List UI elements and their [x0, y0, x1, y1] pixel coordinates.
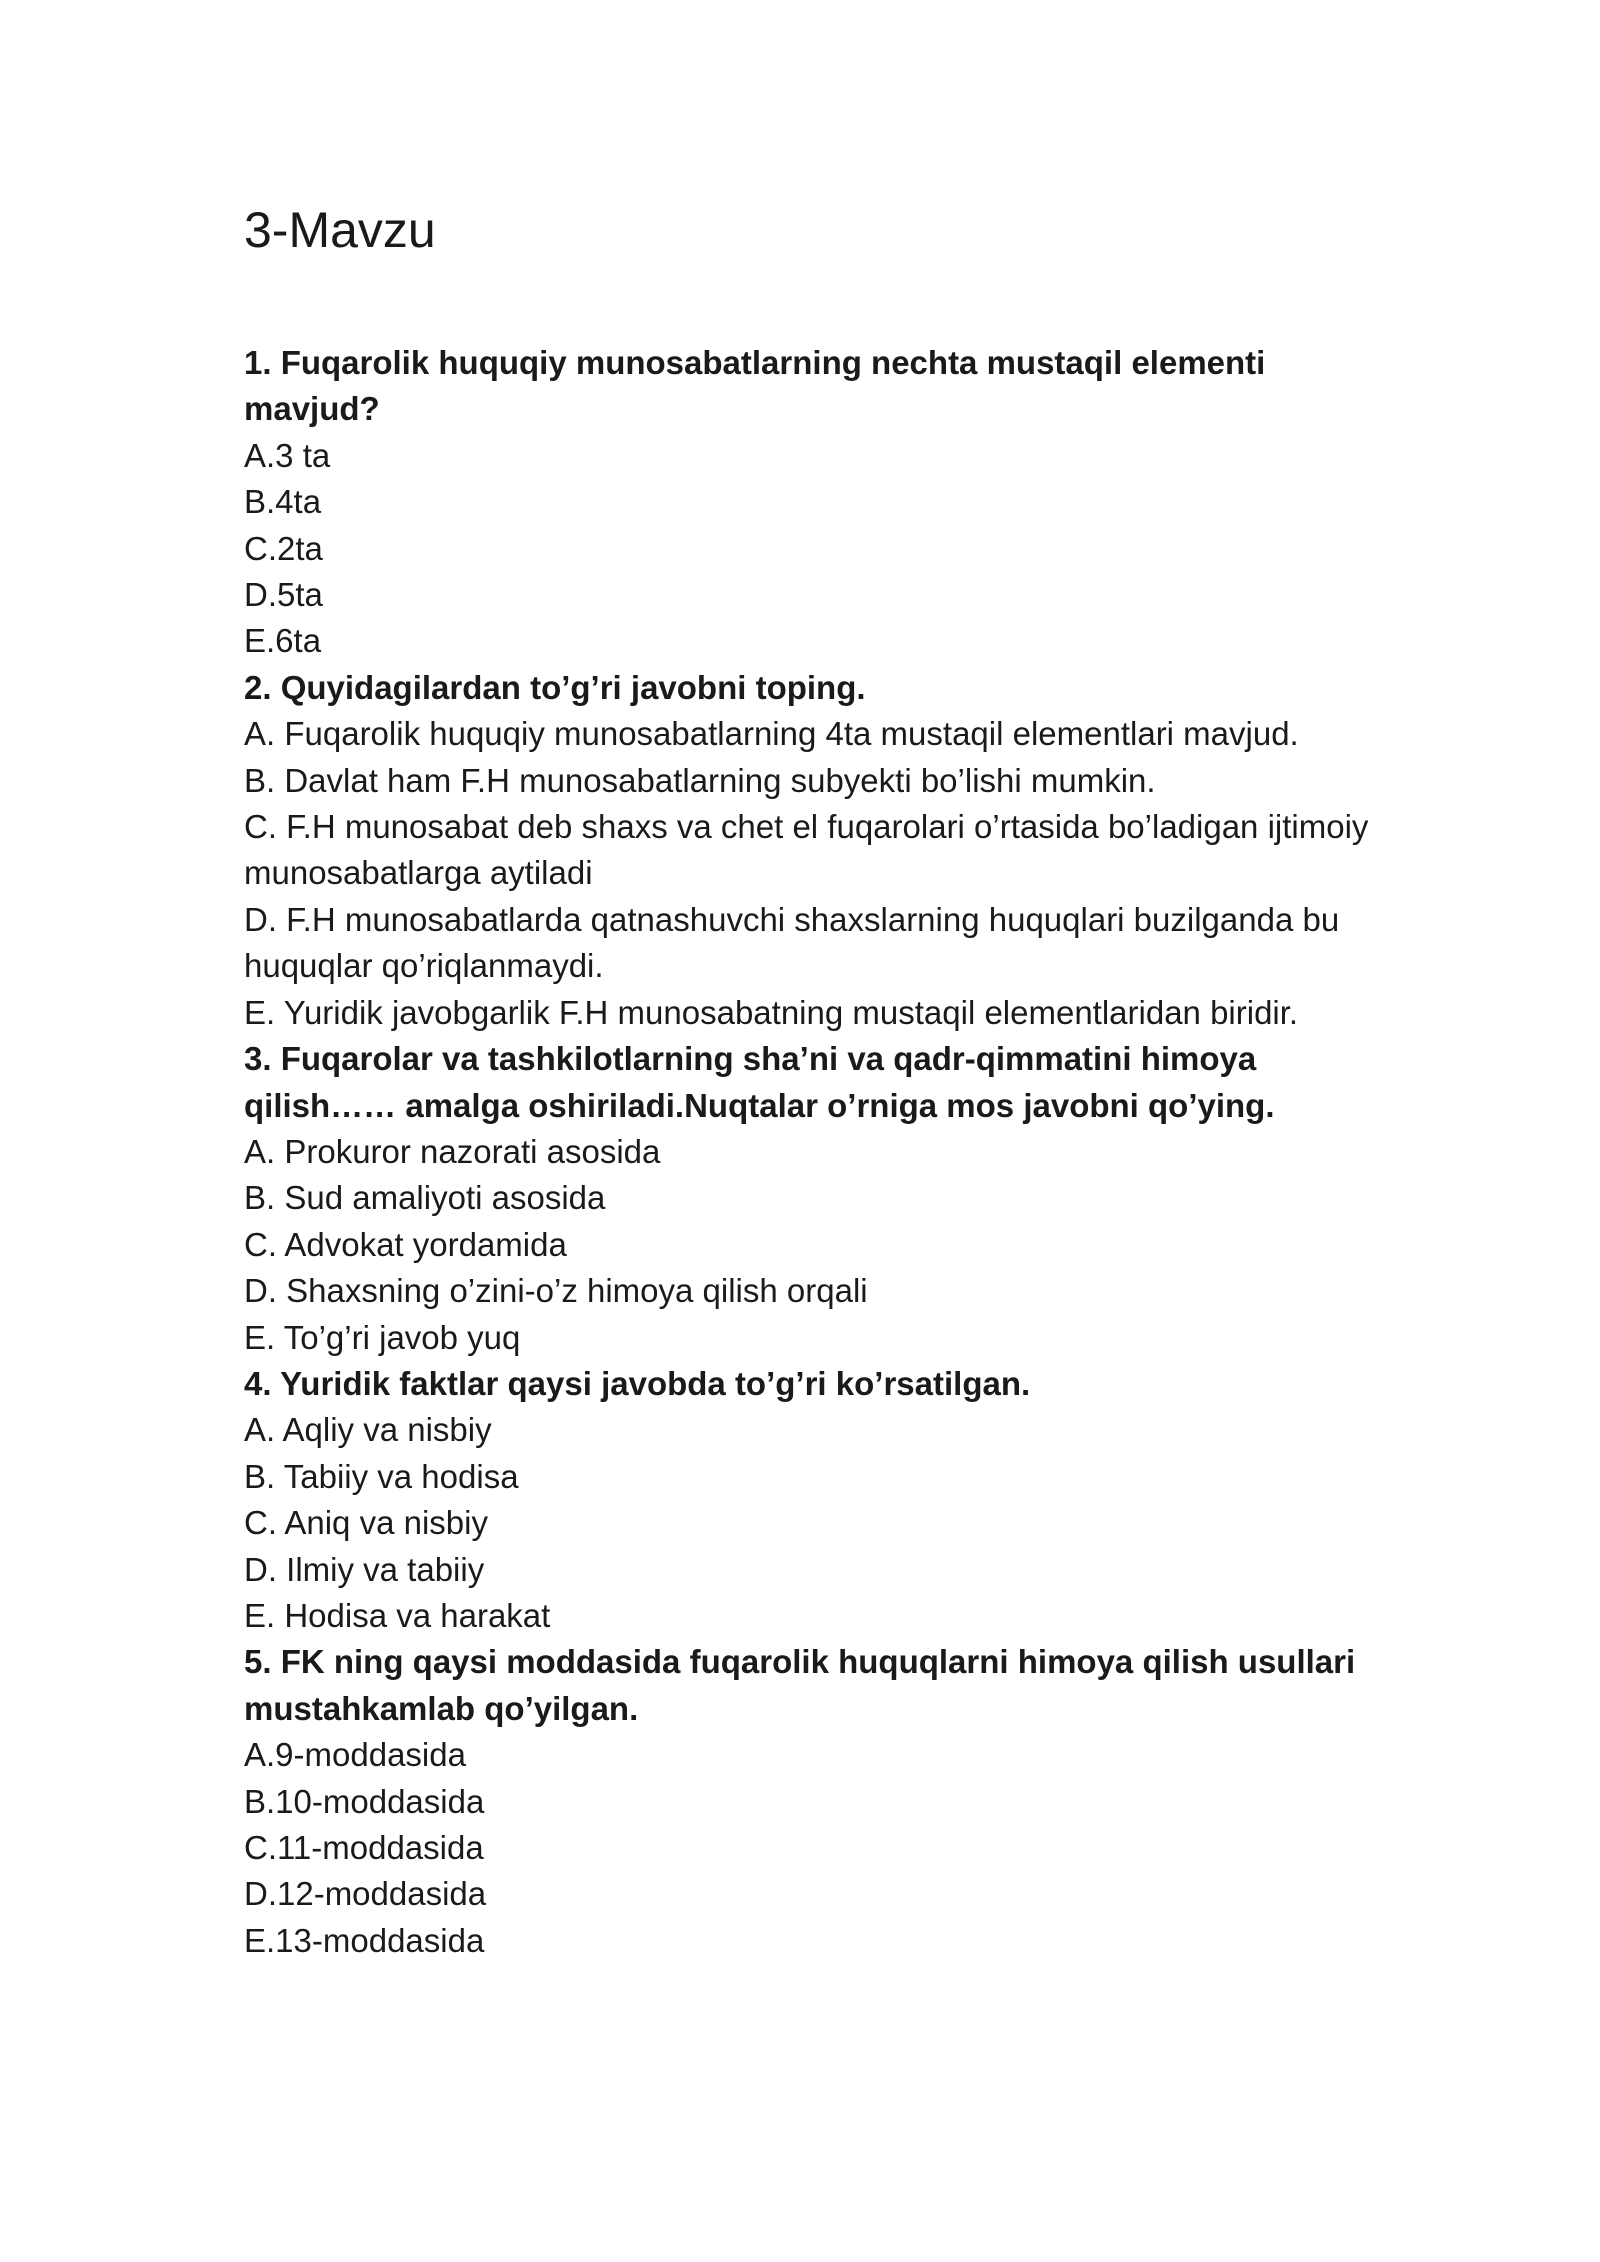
document-page: [244, 196, 1374, 1964]
question-text: 2. Quyidagilardan to’g’ri javobni toping.: [244, 668, 866, 706]
answer-option-a: A.9-moddasida: [244, 1736, 466, 1774]
question-text: 3. Fuqarolar va tashkilotlarning sha’ni va qadr-qimmatini himoya qilish…… amalga oshiriladi.Nuqtalar o’rniga mos javobni qo’ying.: [244, 1040, 1275, 1124]
answer-option-e: E. To’g’ri javob yuq: [244, 1318, 521, 1356]
answer-option-c: C. Advokat yordamida: [244, 1225, 567, 1263]
answer-option-a: A. Aqliy va nisbiy: [244, 1411, 492, 1449]
answer-option-a: A.3 ta: [244, 436, 331, 474]
answer-option-a: A. Prokuror nazorati asosida: [244, 1132, 661, 1170]
question-5: [244, 1639, 1374, 1964]
answer-option-c: C. F.H munosabat deb shaxs va chet el fuqarolari o’rtasida bo’ladigan ijtimoiy munosabatlarga aytiladi: [244, 808, 1369, 892]
answer-option-d: D. Shaxsning o’zini-o’z himoya qilish orqali: [244, 1272, 868, 1310]
question-text: 5. FK ning qaysi moddasida fuqarolik huquqlarni himoya qilish usullari mustahkamlab qo’yilgan.: [244, 1643, 1356, 1727]
answer-option-d: D. Ilmiy va tabiiy: [244, 1550, 485, 1588]
answer-option-b: B. Sud amaliyoti asosida: [244, 1179, 606, 1217]
answer-option-c: C. Aniq va nisbiy: [244, 1504, 488, 1542]
question-4: [244, 1361, 1374, 1639]
answer-option-d: D.5ta: [244, 576, 323, 614]
answer-option-b: B. Tabiiy va hodisa: [244, 1457, 519, 1495]
answer-option-d: D. F.H munosabatlarda qatnashuvchi shaxslarning huquqlari buzilganda bu huquqlar qo’riqlanmaydi.: [244, 900, 1340, 985]
answer-option-b: B.10-moddasida: [244, 1782, 485, 1820]
question-text: 1. Fuqarolik huquqiy munosabatlarning nechta mustaqil elementi mavjud?: [244, 344, 1266, 428]
answer-option-d: D.12-moddasida: [244, 1875, 487, 1913]
document-title: 3-Mavzu: [244, 202, 436, 258]
answer-option-e: E. Yuridik javobgarlik F.H munosabatning mustaqil elementlaridan biridir.: [244, 993, 1299, 1031]
question-1: [244, 340, 1374, 665]
answer-option-b: B. Davlat ham F.H munosabatlarning subyekti bo’lishi mumkin.: [244, 761, 1156, 799]
answer-option-c: C.11-moddasida: [244, 1829, 484, 1866]
answer-option-e: E.13-moddasida: [244, 1921, 485, 1959]
answer-option-e: E.6ta: [244, 622, 322, 660]
question-text: 4. Yuridik faktlar qaysi javobda to’g’ri ko’rsatilgan.: [244, 1364, 1031, 1402]
question-2: [244, 665, 1374, 1036]
answer-option-a: A. Fuqarolik huquqiy munosabatlarning 4ta mustaqil elementlari mavjud.: [244, 715, 1299, 753]
question-3: [244, 1036, 1374, 1361]
answer-option-c: C.2ta: [244, 529, 323, 567]
answer-option-e: E. Hodisa va harakat: [244, 1596, 551, 1634]
answer-option-b: B.4ta: [244, 483, 322, 521]
